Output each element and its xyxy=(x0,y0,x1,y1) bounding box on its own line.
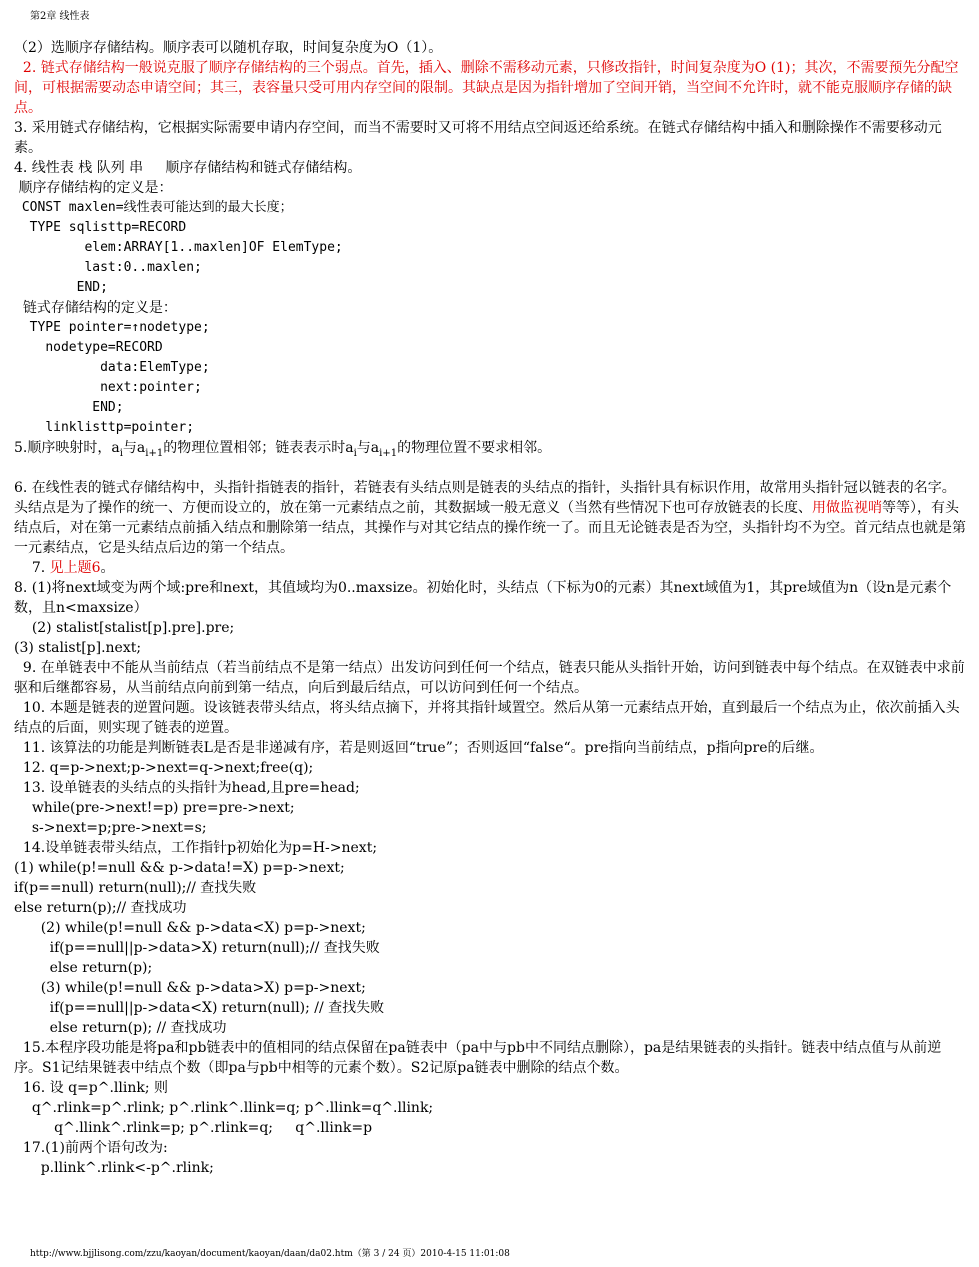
answer-document xyxy=(14,38,966,1178)
subscript: i+1 xyxy=(145,448,164,459)
subscript: i+1 xyxy=(379,448,398,459)
code-line: (1) while(p!=null && p->data!=X) p=p->next; xyxy=(14,860,345,876)
code-line: if(p==null||p->data<X) return(null); // 查找失败 xyxy=(14,1000,385,1016)
code-line: else return(p);// 查找成功 xyxy=(14,900,187,916)
answer-5 xyxy=(14,438,966,458)
code-line: nodetype=RECORD xyxy=(14,340,163,355)
code-line: (2) while(p!=null && p->data<X) p=p->next; xyxy=(14,920,366,936)
answer-7 xyxy=(14,558,966,578)
code-line: END; xyxy=(14,400,124,415)
answer-14: 14.设单链表带头结点，工作指针p初始化为p=H->next; xyxy=(14,840,378,856)
answer-5-text: 与a xyxy=(122,440,146,456)
code-line: if(p==null||p->data>X) return(null);// 查找失败 xyxy=(14,940,380,956)
code-line: linklisttp=pointer; xyxy=(14,420,195,435)
answer-13: 13. 设单链表的头结点的头指针为head,且pre=head; xyxy=(14,780,360,796)
code-line: s->next=p;pre->next=s; xyxy=(14,820,207,836)
answer-6-highlight: 用做监视哨 xyxy=(812,500,882,516)
code-line: CONST maxlen=线性表可能达到的最大长度； xyxy=(14,200,293,215)
code-line: next:pointer; xyxy=(14,380,202,395)
answer-2: 2. 链式存储结构一般说克服了顺序存储结构的三个弱点。首先，插入、删除不需移动元素，只修改指针，时间复杂度为O (1)；其次，不需要预先分配空间，可根据需要动态申请空间；其三，表容量只受可用内存空间的限制。其缺点是因为指针增加了空间开销，当空间不允许时，就不能克服顺序存储的缺点。 xyxy=(14,60,959,116)
code-line: TYPE sqlisttp=RECORD xyxy=(14,220,187,235)
code-line: if(p==null) return(null);// 查找失败 xyxy=(14,880,257,896)
answer-8-2: (2) stalist[stalist[p].pre].pre; xyxy=(14,620,235,636)
subscript: i xyxy=(353,448,357,459)
subscript: i xyxy=(119,448,123,459)
answer-15: 15.本程序段功能是将pa和pb链表中的值相同的结点保留在pa链表中（pa中与pb中不同结点删除），pa是结果链表的头指针。链表中结点值与从前逆序。S1记结果链表中结点个数（即pa与pb中相等的元素个数）。S2记原pa链表中删除的结点个数。 xyxy=(14,1040,942,1076)
spacer xyxy=(14,458,966,478)
answer-5-text: 的物理位置相邻；链表表示时a xyxy=(163,440,354,456)
code-line: q^.llink^.rlink=p; p^.rlink=q; q^.llink=p xyxy=(14,1120,373,1136)
answer-8: 8. (1)将next域变为两个域:pre和next，其值域均为0..maxsize。初始化时，头结点（下标为0的元素）其next域值为1，其pre域值为n（设n是元素个数，且n<maxsize） xyxy=(14,580,952,616)
answer-10: 10. 本题是链表的逆置问题。设该链表带头结点，将头结点摘下，并将其指针域置空。然后从第一元素结点开始，直到最后一个结点为止，依次前插入头结点的后面，则实现了链表的逆置。 xyxy=(14,700,960,736)
answer-5-text: 与a xyxy=(356,440,380,456)
answer-12: 12. q=p->next;p->next=q->next;free(q); xyxy=(14,760,314,776)
answer-1-2: （2）选顺序存储结构。顺序表可以随机存取，时间复杂度为O（1）。 xyxy=(14,40,443,56)
code-line: q^.rlink=p^.rlink; p^.rlink^.llink=q; p^.llink=q^.llink; xyxy=(14,1100,434,1116)
answer-7-link[interactable]: 见上题6 xyxy=(49,560,101,576)
link-def-title: 链式存储结构的定义是： xyxy=(14,300,177,316)
code-line: TYPE pointer=↑nodetype; xyxy=(14,320,210,335)
code-line: else return(p); // 查找成功 xyxy=(14,1020,227,1036)
answer-8-3: (3) stalist[p].next; xyxy=(14,640,142,656)
code-line: else return(p); xyxy=(14,960,153,976)
answer-5-text: 5.顺序映射时，a xyxy=(14,440,120,456)
answer-17: 17.(1)前两个语句改为: xyxy=(14,1140,168,1156)
code-line: data:ElemType; xyxy=(14,360,210,375)
answer-6-text: 6. 在线性表的链式存储结构中，头指针指链表的指针，若链表有头结点则是链表的头结点的指针，头指针具有标识作用，故常用头指针冠以链表的名字。头结点是为了操作的统一、方便而设立的，放在第一元素结点之前，其数据域一般无意义（当然有些情况下也可存放链表的长度、 xyxy=(14,480,956,516)
answer-4: 4. 线性表 栈 队列 串 顺序存储结构和链式存储结构。 xyxy=(14,160,362,176)
answer-6 xyxy=(14,478,966,558)
seq-def-title: 顺序存储结构的定义是： xyxy=(14,180,173,196)
code-line: elem:ARRAY[1..maxlen]OF ElemType; xyxy=(14,240,343,255)
code-line: END; xyxy=(14,280,108,295)
answer-16: 16. 设 q=p^.llink; 则 xyxy=(14,1080,169,1096)
answer-5-text: 的物理位置不要求相邻。 xyxy=(397,440,552,456)
page-footer: http://www.bjjlisong.com/zzu/kaoyan/document/kaoyan/daan/da02.htm（第 3 / 24 页）2010-4-15 11:01:08 xyxy=(30,1249,510,1259)
answer-7-num: 7. xyxy=(14,560,50,576)
page-header: 第2章 线性表 xyxy=(30,11,90,22)
answer-3: 3. 采用链式存储结构，它根据实际需要申请内存空间，而当不需要时又可将不用结点空间返还给系统。在链式存储结构中插入和删除操作不需要移动元素。 xyxy=(14,120,942,156)
code-line: while(pre->next!=p) pre=pre->next; xyxy=(14,800,295,816)
code-line: (3) while(p!=null && p->data>X) p=p->next; xyxy=(14,980,366,996)
answer-7-end: 。 xyxy=(100,560,115,576)
answer-11: 11. 该算法的功能是判断链表L是否是非递减有序，若是则返回“true”；否则返回“false“。pre指向当前结点，p指向pre的后继。 xyxy=(14,740,824,756)
code-line: p.llink^.rlink<-p^.rlink; xyxy=(14,1160,214,1176)
answer-9: 9. 在单链表中不能从当前结点（若当前结点不是第一结点）出发访问到任何一个结点，链表只能从头指针开始，访问到链表中每个结点。在双链表中求前驱和后继都容易，从当前结点向前到第一结点，向后到最后结点，可以访问到任何一个结点。 xyxy=(14,660,965,696)
code-line: last:0..maxlen; xyxy=(14,260,202,275)
answer-6-text: 等等），有头结点后，对在第一元素结点前插入结点和删除第一结点，其操作与对其它结点的操作统一了。而且无论链表是否为空，头指针均不为空。首元结点也就是第一元素结点，它是头结点后边的第一个结点。 xyxy=(14,500,966,556)
